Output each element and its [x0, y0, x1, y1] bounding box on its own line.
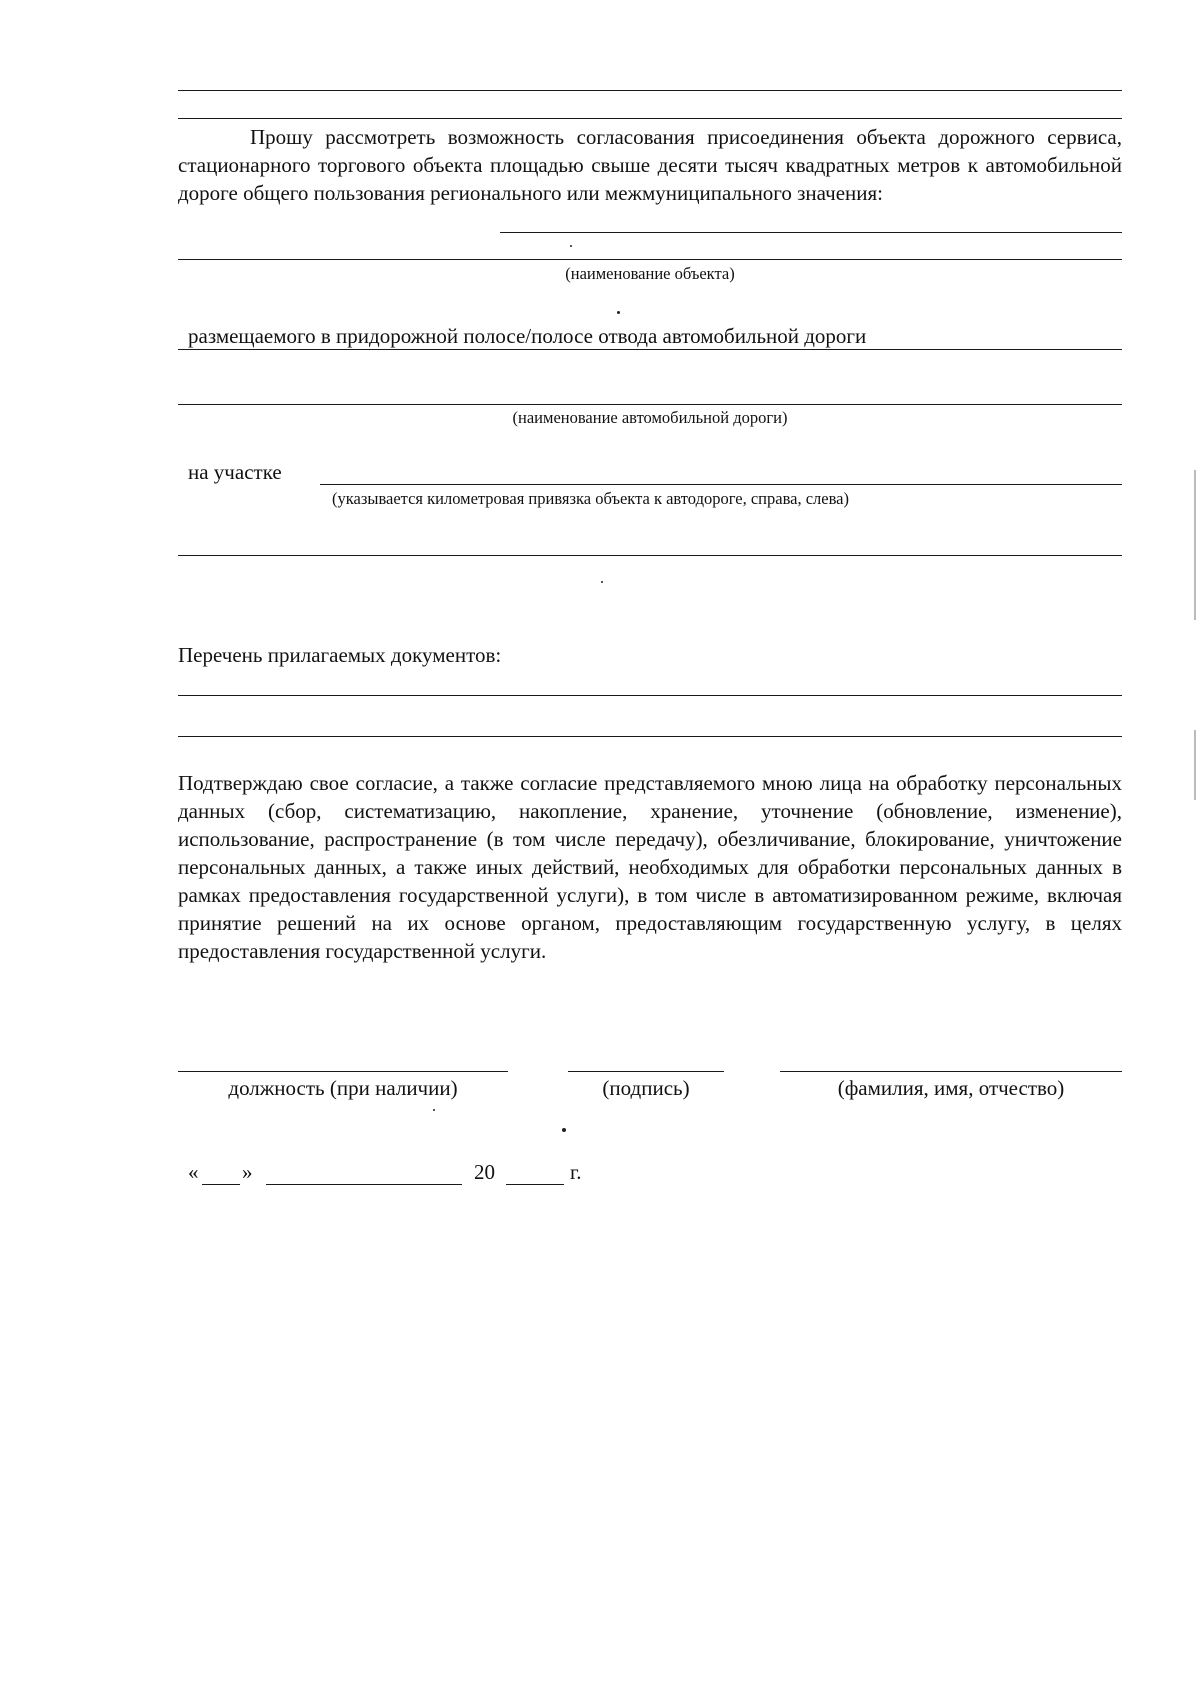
date-year-suffix: г. — [570, 1160, 582, 1184]
scan-speck — [570, 245, 572, 247]
scan-edge — [1194, 730, 1196, 800]
signature-caption: (подпись) — [602, 1076, 690, 1100]
top-rule-2 — [178, 118, 1122, 119]
section-extra-line — [178, 555, 1122, 556]
date-close-quote: » — [242, 1160, 253, 1184]
scan-speck — [562, 1128, 566, 1132]
road-name-line — [178, 404, 1122, 405]
section-label: на участке — [188, 460, 282, 484]
scan-speck — [601, 581, 603, 583]
fullname-caption: (фамилия, имя, отчество) — [837, 1076, 1065, 1100]
road-name-caption: (наименование автомобильной дороги) — [512, 408, 788, 427]
scan-speck — [433, 1109, 435, 1111]
top-rule-1 — [178, 90, 1122, 91]
date-day-blank — [202, 1184, 240, 1185]
section-line — [320, 484, 1122, 485]
fullname-line — [780, 1071, 1122, 1072]
consent-paragraph: Подтверждаю свое согласие, а также согласие представляемого мною лица на обработку персональных данных (сбор, систематизацию, накопление, хранение, уточнение (обновление, изменение), использование, распространение (в том числе передачу), обезличивание, блокирование, уничтожение персональных данных, а также иных действий, необходимых для обработки персональных данных в рамках предоставления государственной услуги), в том числе в автоматизированном режиме, включая принятие решений на их основе органом, предоставляющим государственную услугу, в целях предоставления государственной услуги. — [178, 771, 1122, 963]
documents-line-1 — [178, 695, 1122, 696]
position-line — [178, 1071, 508, 1072]
object-name-line-1 — [500, 232, 1122, 233]
scan-edge — [1194, 470, 1196, 620]
position-caption: должность (при наличии) — [228, 1076, 458, 1100]
request-paragraph: Прошу рассмотреть возможность согласования присоединения объекта дорожного сервиса, стационарного торгового объекта площадью свыше десяти тысяч квадратных метров к автомобильной дороге общего пользования регионального или межмуниципального значения: — [178, 125, 1122, 205]
section-caption: (указывается километровая привязка объекта к автодороге, справа, слева) — [332, 489, 849, 508]
date-century: 20 — [474, 1160, 495, 1184]
date-year-blank — [506, 1184, 564, 1185]
scan-speck — [617, 311, 620, 314]
object-name-line-2 — [178, 259, 1122, 260]
date-line — [188, 1158, 608, 1192]
signature-line — [568, 1071, 724, 1072]
documents-line-2 — [178, 736, 1122, 737]
documents-label: Перечень прилагаемых документов: — [178, 643, 502, 667]
object-name-caption: (наименование объекта) — [565, 264, 735, 283]
date-open-quote: « — [188, 1160, 199, 1184]
placement-line — [178, 349, 1122, 350]
placement-text: размещаемого в придорожной полосе/полосе отвода автомобильной дороги — [188, 324, 867, 348]
date-month-blank — [266, 1184, 462, 1185]
